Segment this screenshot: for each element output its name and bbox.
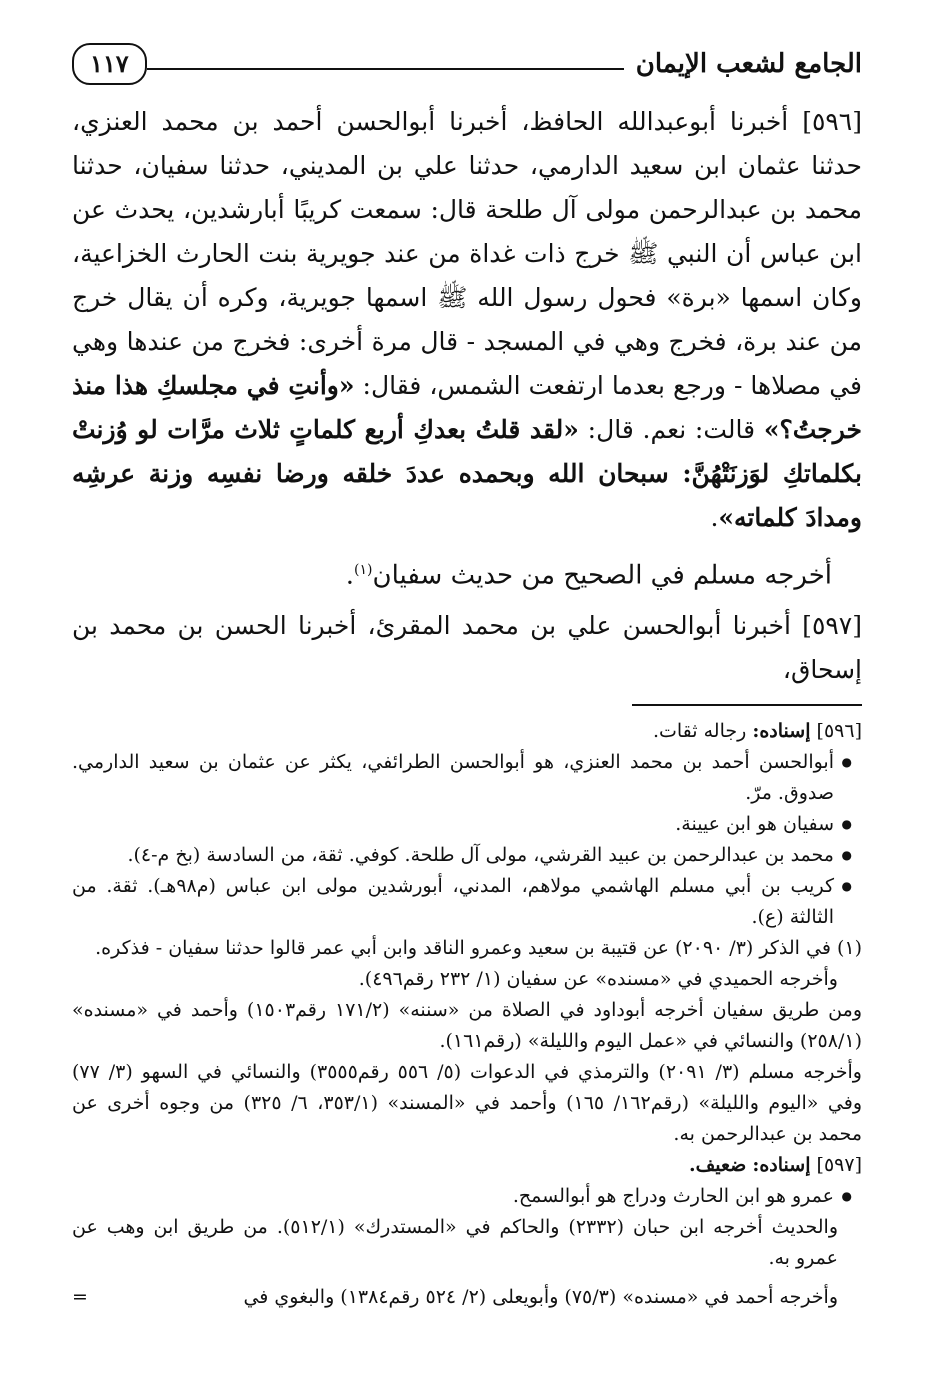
hadith-597 <box>72 604 862 692</box>
footnote-text: ضعيف. <box>688 1153 747 1176</box>
list-item: ● أبوالحسن أحمد بن محمد العنزي، هو أبوالحسن الطرائفي، يكثر عن عثمان بن سعيد الدارمي. صدوق. مرّ. <box>72 747 852 809</box>
footnote-597-text <box>72 1282 862 1313</box>
hadith-number: [٥٩٦] <box>802 107 863 136</box>
takhrij-line <box>72 548 832 598</box>
list-item: ● محمد بن عبدالرحمن بن عبيد القرشي، مولى آل طلحة. كوفي. ثقة، من السادسة (بخ م-٤). <box>72 840 852 871</box>
list-item: ● كريب بن أبي مسلم الهاشمي مولاهم، المدني، أبورشدين مولى ابن عباس (م٩٨هـ). ثقة. من الثالثة (ع). <box>72 871 852 933</box>
main-text <box>72 100 862 692</box>
hadith-quote: «وأنتِ في مجلسكِ هذا منذ خرجتُ؟» <box>72 371 862 444</box>
footnote-597-text: والحديث أخرجه ابن حبان (٢٣٣٢) والحاكم في «المستدرك» (٥١٢/١). من طريق ابن وهب عن عمرو به. <box>72 1215 839 1269</box>
list-item: ● سفيان هو ابن عيينة. <box>72 809 852 840</box>
hadith-number: [٥٩٧] <box>802 610 862 640</box>
hadith-isnad: أخبرنا أبوالحسن علي بن محمد المقرئ، أخبرنا الحسن بن محمد بن إسحاق، <box>72 610 862 684</box>
footnote-1-cont: وأخرجه مسلم (٣/ ٢٠٩١) والترمذي في الدعوات (٥/ ٥٥٦ رقم٣٥٥٥) والنسائي في السهو (٣/ ٧٧) وفي «اليوم والليلة» (رقم١٦٢/ ١٦٥) وأحمد في «المسند» (٣٥٣/١، ٦/ ٣٢٥) من وجوه أخرى عن محمد بن عبدالرحمن به. <box>72 1060 862 1145</box>
hadith-text: قالت: نعم. قال: <box>587 415 756 444</box>
hadith-end: . <box>710 503 719 532</box>
footnote-divider <box>632 704 862 706</box>
footnote-text: وأخرجه أحمد في «مسنده» (٧٥/٣) وأبويعلى (٢/ ٥٢٤ رقم١٣٨٤) والبغوي في <box>243 1285 838 1308</box>
footnote-label: إسناده: <box>752 719 811 742</box>
running-title: الجامع لشعب الإيمان <box>635 49 862 79</box>
footnote-597-head <box>72 1150 862 1181</box>
footnote-1: (١) في الذكر (٣/ ٢٠٩٠) عن قتيبة بن سعيد وعمرو الناقد وابن أبي عمر قالوا حدثنا سفيان - فذكره. <box>95 936 862 959</box>
takhrij-end: . <box>345 560 355 591</box>
footnote-1-cont: وأخرجه الحميدي في «مسنده» عن سفيان (١/ ٢٣٢ رقم٤٩٦). <box>358 967 838 990</box>
list-item: ● عمرو هو ابن الحارث ودراج هو أبوالسمح. <box>72 1181 852 1212</box>
footnote-label: إسناده: <box>752 1153 811 1176</box>
page-number: ١١٧ <box>72 43 147 85</box>
footnote-number: [٥٩٧] <box>816 1153 862 1176</box>
header-rule <box>147 68 624 70</box>
hadith-isnad: أخبرنا أبوعبدالله الحافظ، أخبرنا أبوالحسن أحمد بن محمد العنزي، حدثنا عثمان ابن سعيد الدارمي، حدثنا علي بن المديني، حدثنا سفيان، حدثنا محمد بن عبدالرحمن مولى آل طلحة قال: سمعت كريبًا أبارشدين، يحدث عن ابن عباس أن النبي ﷺ خرج ذات غداة من عند جويرية بنت الحارث الخزاعية، وكان اسمها «برة» فحول رسول الله ﷺ اسمها جويرية، وكره أن يقال خرج من عند برة، فخرج وهي في المسجد - قال مرة أخرى: فخرج من عندها وهي في مصلاها - ورجع بعدما ارتفعت الشمس، فقال: <box>72 107 862 400</box>
footnote-597-list <box>72 1181 862 1212</box>
hadith-596 <box>72 100 862 540</box>
page-header <box>72 38 862 90</box>
footnote-number: [٥٩٦] <box>816 719 862 742</box>
footnote-596-head <box>72 716 862 747</box>
footnote-596-list <box>72 747 862 933</box>
takhrij-text: أخرجه مسلم في الصحيح من حديث سفيان <box>372 560 832 591</box>
footnote-text: رجاله ثقات. <box>652 719 747 742</box>
continuation-mark: = <box>72 1285 88 1308</box>
footnotes <box>72 716 862 1313</box>
footnote-ref[interactable]: (١) <box>354 562 373 578</box>
hadith-quote: «لقد قلتُ بعدكِ أربع كلماتٍ ثلاث مرَّات لو وُزنتْ بكلماتكِ لوَزنَتْهُنَّ: سبحان الله وبحمده عددَ خلقه ورضا نفسِه وزنة عرشِه ومدادَ كلماته» <box>72 415 862 532</box>
footnote-1-cont: ومن طريق سفيان أخرجه أبوداود في الصلاة من «سننه» (١٧١/٢ رقم١٥٠٣) وأحمد في «مسنده» (٢٥٨/١) والنسائي في «عمل اليوم والليلة» (رقم١٦١). <box>72 998 862 1052</box>
